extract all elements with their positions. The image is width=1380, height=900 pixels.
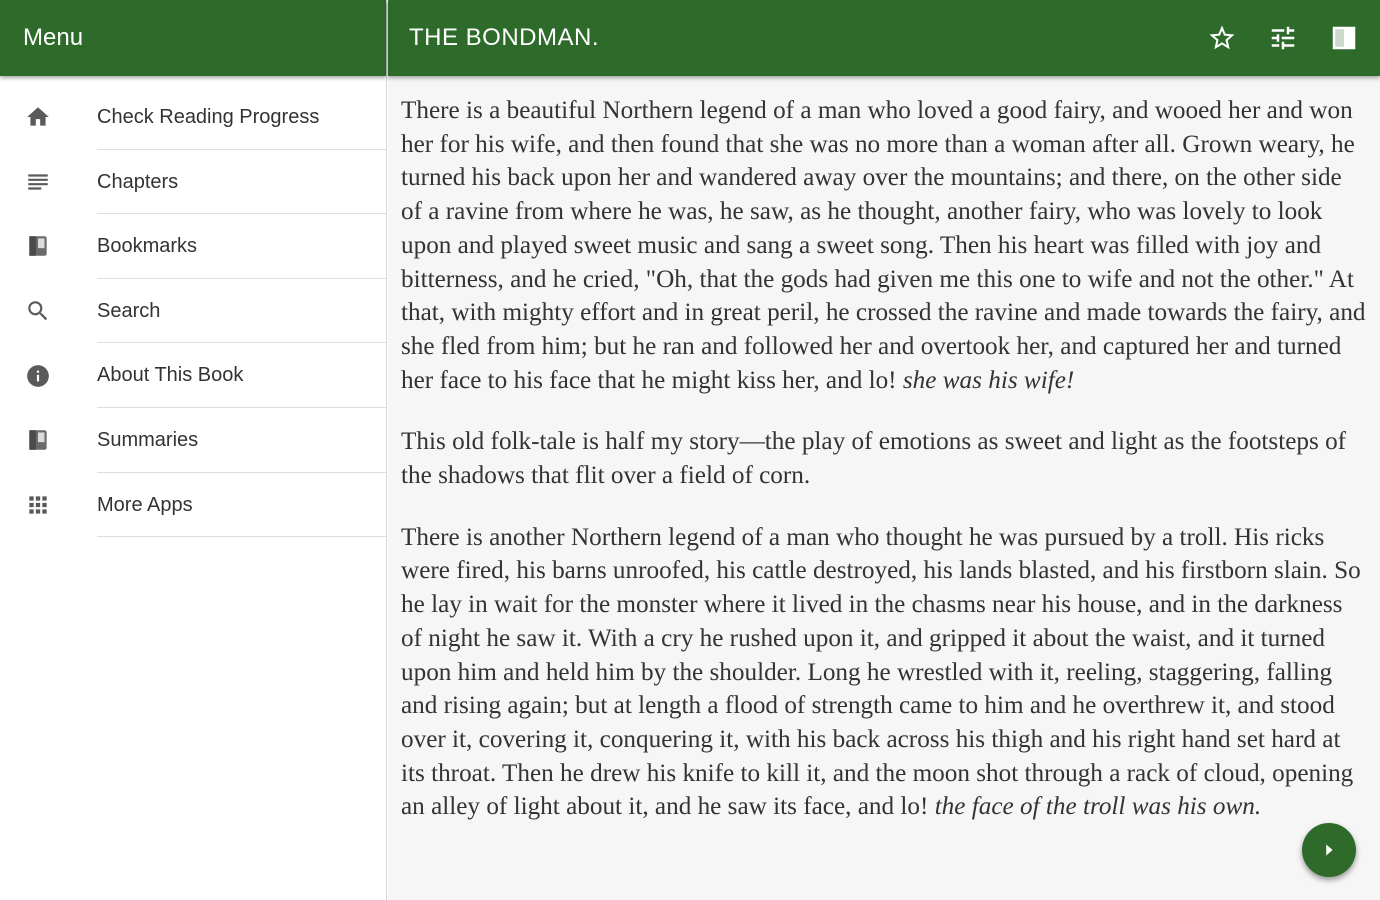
menu-item-summaries[interactable]: [0, 408, 386, 473]
paragraph-text: There is a beautiful Northern legend of a man who loved a good fairy, and wooed her and won her for his wife, and then found that she was no more than a woman after all. Grown weary, he turned his back upon her and wandered away over the mountains; and there, on the other side of a ravine from where he was, he saw, as he thought, another fairy, who was lovely to look upon and played sweet music and sang a sweet song. Then his heart was filled with joy and bitterness, and he cried, "Oh, that the gods had given me this one to wife and not the other." At that, with mighty effort and in great peril, he crossed the ravine and made towards the fairy, and she fled from him; but he ran and followed her and overtook her, and captured her and turned her face to his face that he might kiss her, and lo!: [401, 97, 1366, 394]
menu-item-label: Search: [97, 279, 386, 344]
paragraph-text: This old folk-tale is half my story—the play of emotions as sweet and light as the footsteps of the shadows that flit over a field of corn.: [401, 428, 1347, 490]
info-icon: [25, 363, 51, 389]
list-icon: [25, 169, 51, 195]
menu-item-label: Check Reading Progress: [97, 85, 386, 150]
menu-item-more-apps[interactable]: [0, 473, 386, 538]
reader-pane: [388, 0, 1380, 900]
bookmark-star-button[interactable]: [1206, 22, 1238, 54]
menu-item-about-this-book[interactable]: [0, 343, 386, 408]
settings-button[interactable]: [1267, 22, 1299, 54]
paragraph-emphasis: the face of the troll was his own.: [934, 793, 1262, 821]
reader-content[interactable]: [388, 76, 1380, 900]
menu-list: [0, 76, 386, 537]
menu-item-check-reading-progress[interactable]: [0, 85, 386, 150]
menu-item-label: Summaries: [97, 408, 386, 473]
menu-item-bookmarks[interactable]: [0, 214, 386, 279]
menu-item-label: About This Book: [97, 343, 386, 408]
menu-item-label: Bookmarks: [97, 214, 386, 279]
settings-sliders-icon: [1268, 23, 1298, 53]
paragraph: [401, 425, 1368, 492]
book-title: THE BONDMAN.: [409, 24, 600, 51]
paragraph-emphasis: she was his wife!: [902, 366, 1075, 394]
reader-toolbar: [388, 0, 1380, 76]
grid-icon: [25, 492, 51, 518]
paragraph-text: There is another Northern legend of a man who thought he was pursued by a troll. His ricks were fired, his barns unroofed, his cattle destroyed, his lands blasted, and his firstborn slain. So he lay in wait for the monster where it lived in the chasms near his house, and in the darkness of night he saw it. With a cry he rushed upon it, and gripped it about the waist, and it turned upon him and held him by the shoulder. Long he wrestled with it, reeling, staggering, falling and rising again; but at length a flood of strength came to him and he overthrew it, and stood over it, covering it, conquering it, with his back across his thigh and his right hand set hard at its throat. Then he drew his knife to kill it, and the moon shot through a rack of cloud, opening an alley of light about it, and he saw its face, and lo!: [401, 523, 1361, 821]
menu-item-chapters[interactable]: [0, 150, 386, 215]
search-icon: [25, 298, 51, 324]
paragraph: [401, 521, 1368, 824]
book-icon: [25, 233, 51, 259]
next-page-button[interactable]: [1302, 823, 1356, 877]
paragraph: [401, 94, 1368, 397]
menu-item-search[interactable]: [0, 279, 386, 344]
book-icon: [25, 427, 51, 453]
navigation-drawer: [0, 0, 387, 900]
menu-item-label: Chapters: [97, 150, 386, 215]
home-icon: [25, 104, 51, 130]
play-arrow-icon: [1318, 839, 1340, 861]
reading-mode-button[interactable]: [1328, 22, 1360, 54]
menu-item-label: More Apps: [97, 473, 386, 538]
book-mode-icon: [1329, 23, 1359, 53]
drawer-title: Menu: [0, 0, 386, 76]
star-icon: [1207, 23, 1237, 53]
